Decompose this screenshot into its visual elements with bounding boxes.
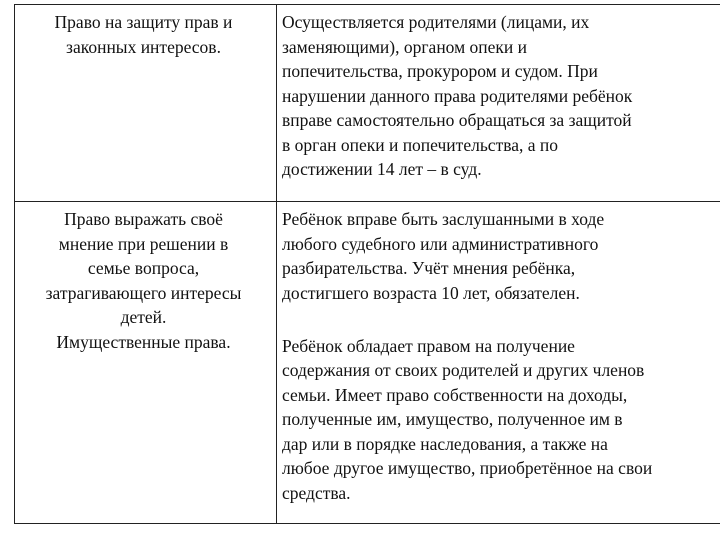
text-line: в орган опеки и попечительства, а по bbox=[282, 134, 559, 155]
text-line: детей. bbox=[120, 307, 167, 327]
text-line: Право на защиту прав и bbox=[54, 12, 233, 32]
text-line: достигшего возраста 10 лет, обязателен. bbox=[282, 282, 580, 303]
text-line: достижении 14 лет – в суд. bbox=[282, 159, 482, 179]
text-line: Право выражать своё bbox=[64, 209, 223, 229]
text-line: Имущественные права. bbox=[56, 331, 231, 352]
text-line: любого судебного или административного bbox=[282, 233, 599, 254]
rights-table bbox=[14, 4, 720, 524]
right-description-text bbox=[282, 207, 720, 305]
right-name-text bbox=[17, 330, 270, 355]
text-line: законных интересов. bbox=[66, 36, 221, 57]
right-name-cell bbox=[15, 202, 277, 330]
text-line: Ребёнок обладает правом на получение bbox=[282, 335, 575, 356]
text-line: полученные им, имущество, полученное им в bbox=[282, 409, 623, 429]
table-row bbox=[15, 5, 720, 202]
text-line: разбирательства. Учёт мнения ребёнка, bbox=[282, 258, 576, 278]
right-description-text bbox=[282, 334, 720, 506]
text-line: вправе самостоятельно обращаться за защитой bbox=[282, 110, 632, 130]
text-line: Ребёнок вправе быть заслушанными в ходе bbox=[282, 209, 605, 229]
right-description-text bbox=[282, 10, 720, 182]
table-row bbox=[15, 330, 720, 524]
text-line: любое другое имущество, приобретённое на свои bbox=[282, 458, 653, 478]
text-line: средства. bbox=[282, 482, 351, 503]
right-name-cell bbox=[15, 330, 277, 524]
text-line: попечительства, прокурором и судом. При bbox=[282, 61, 598, 81]
right-name-text bbox=[17, 10, 270, 59]
text-line: затрагивающего интересы bbox=[45, 282, 242, 303]
text-line: заменяющими), органом опеки и bbox=[282, 36, 528, 57]
right-description-cell bbox=[277, 5, 720, 202]
text-line: Осуществляется родителями (лицами, их bbox=[282, 12, 590, 32]
text-line: мнение при решении в bbox=[58, 233, 229, 254]
table-row bbox=[15, 202, 720, 330]
text-line: содержания от своих родителей и других членов bbox=[282, 360, 645, 380]
right-description-cell bbox=[277, 330, 720, 524]
right-name-cell bbox=[15, 5, 277, 202]
text-line: семье вопроса, bbox=[87, 258, 200, 278]
text-line: семьи. Имеет право собственности на доходы, bbox=[282, 384, 628, 405]
right-description-cell bbox=[277, 202, 720, 330]
text-line: дар или в порядке наследования, а также на bbox=[282, 433, 608, 454]
text-line: нарушении данного права родителями ребёнок bbox=[282, 85, 633, 106]
right-name-text bbox=[17, 207, 270, 330]
